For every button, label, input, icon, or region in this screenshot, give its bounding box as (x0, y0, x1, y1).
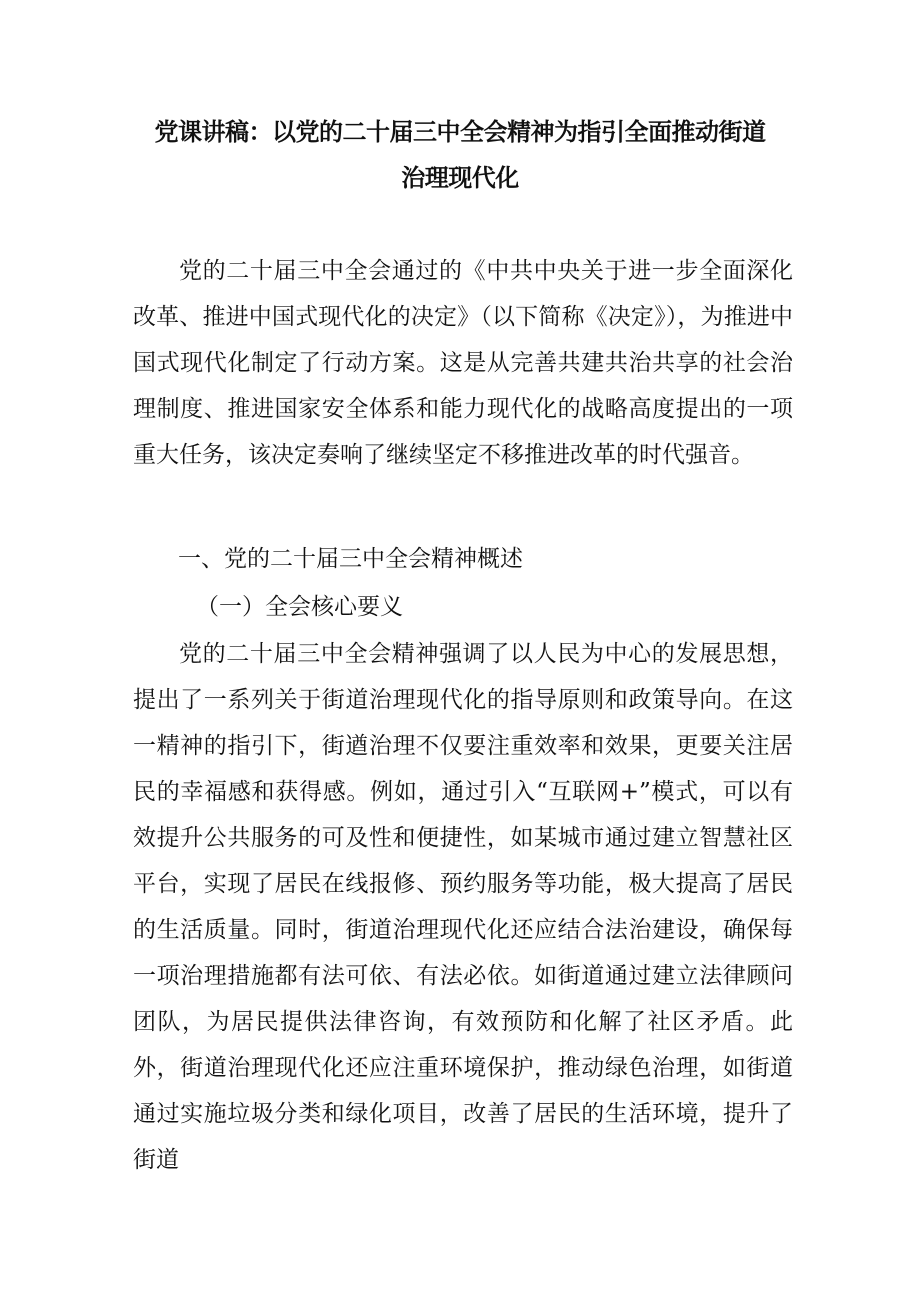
intro-paragraph: 党的二十届三中全会通过的《中共中央关于进一步全面深化改革、推进中国式现代化的决定》（以下简称《决定》），为推进中国式现代化制定了行动方案。这是从完善共建共治共享的社会治理制度、推进国家安全体系和能力现代化的战略高度提出的一项重大任务，该决定奏响了继续坚定不移推进改革的时代强音。 (133, 258, 793, 468)
document-title-line-1: 党课讲稿：以党的二十届三中全会精神为指引全面推动街道 (154, 118, 766, 146)
subsection-heading: （一）全会核心要义 (196, 594, 403, 620)
subsection-paragraph: 党的二十届三中全会精神强调了以人民为中心的发展思想，提出了一系列关于街道治理现代化的指导原则和政策导向。在这一精神的指引下，街遒治理不仅要注重效率和效果，更要关注居民的幸福感和获得感。例如，通过引入“互联网+”模式，可以有效提升公共服务的可及性和便捷性，如某城市通过建立智慧社区平台，实现了居民在线报修、预约服务等功能，极大提高了居民的生活质量。同时，街道治理现代化还应结合法治建设，确保每一项治理措施都有法可依、有法必依。如街道通过建立法律顾问团队，为居民提供法律咨询，有效预防和化解了社区矛盾。此外，街道治理现代化还应注重环境保护，推动绿色治理，如街道通过实施垃圾分类和绿化项目，改善了居民的生活环境，提升了街道 (133, 641, 793, 1173)
document-title-line-2: 治理现代化 (401, 164, 519, 192)
section-heading: 一、党的二十届三中全会精神概述 (178, 546, 523, 572)
